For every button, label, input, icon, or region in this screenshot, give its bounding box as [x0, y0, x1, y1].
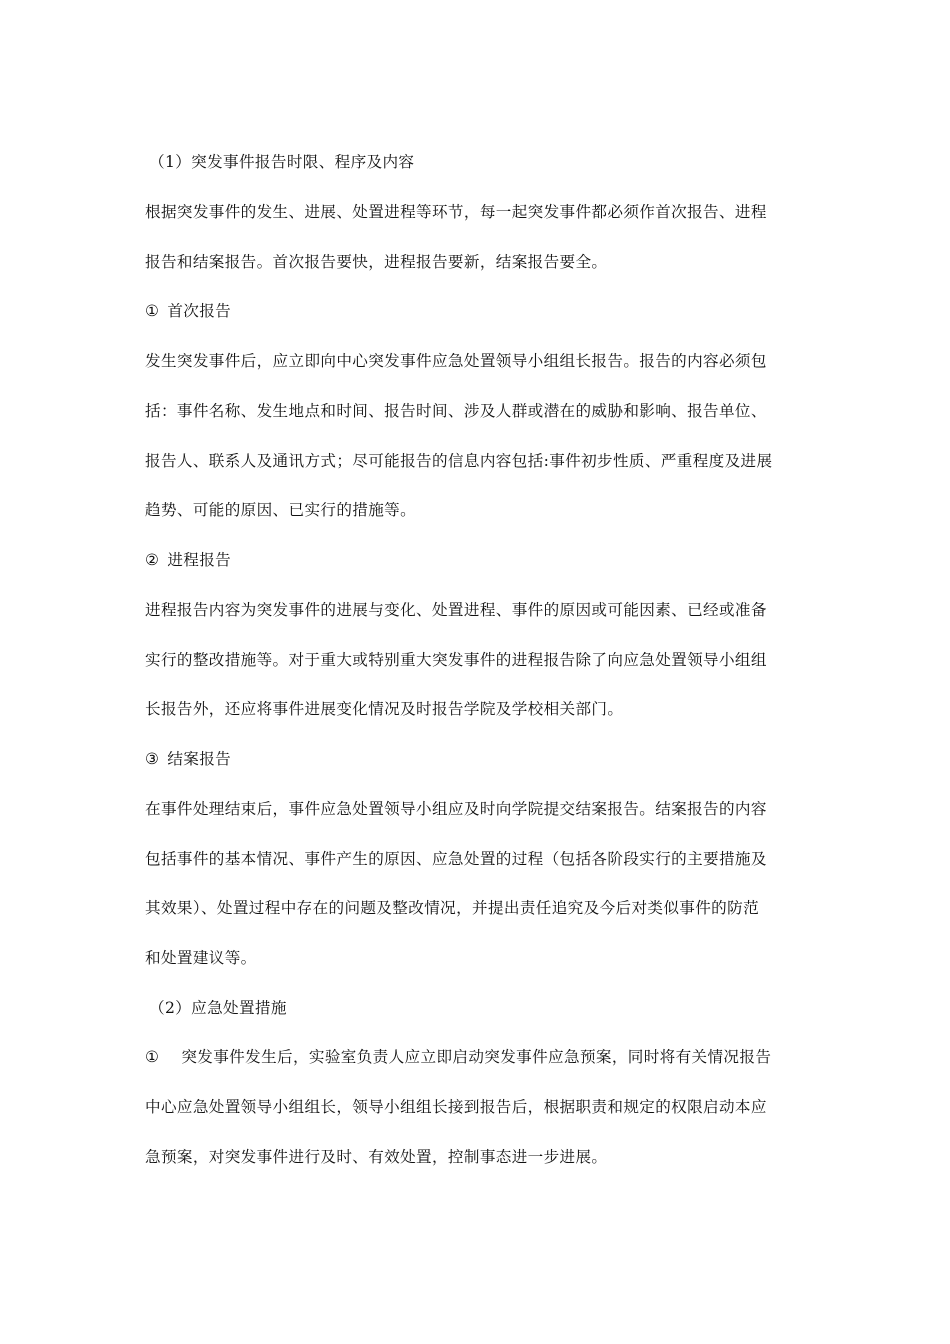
paragraph-line: 包括事件的基本情况、事件产生的原因、应急处置的过程（包括各阶段实行的主要措施及 [145, 850, 767, 868]
subheading-label: 首次报告 [167, 302, 232, 320]
subheading-closing-report [145, 749, 825, 769]
paragraph-line: 突发事件发生后，实验室负责人应立即启动突发事件应急预案，同时将有关情况报告 [181, 1048, 772, 1066]
paragraph-line: 括：事件名称、发生地点和时间、报告时间、涉及人群或潜在的威胁和影响、报告单位、 [145, 402, 767, 420]
circled-number-3: ③ [145, 750, 160, 768]
subheading-label: 进程报告 [167, 551, 232, 569]
subheading-first-report [145, 301, 825, 321]
paragraph-line: 发生突发事件后，应立即向中心突发事件应急处置领导小组组长报告。报告的内容必须包 [145, 352, 767, 370]
subheading-label: 结案报告 [167, 750, 232, 768]
paragraph-line: 在事件处理结束后，事件应急处置领导小组应及时向学院提交结案报告。结案报告的内容 [145, 800, 767, 818]
subheading-progress-report [145, 550, 825, 570]
paragraph-line: 报告人、联系人及通讯方式；尽可能报告的信息内容包括:事件初步性质、严重程度及进展 [145, 452, 773, 470]
section-heading-measures: （2）应急处置措施 [149, 999, 287, 1017]
paragraph-line: 进程报告内容为突发事件的进展与变化、处置进程、事件的原因或可能因素、已经或准备 [145, 601, 767, 619]
paragraph-line: 实行的整改措施等。对于重大或特别重大突发事件的进程报告除了向应急处置领导小组组 [145, 651, 767, 669]
paragraph-line: 长报告外，还应将事件进展变化情况及时报告学院及学校相关部门。 [145, 700, 624, 718]
paragraph-line: 根据突发事件的发生、进展、处置进程等环节，每一起突发事件都必须作首次报告、进程 [145, 203, 767, 221]
paragraph-line: 急预案，对突发事件进行及时、有效处置，控制事态进一步进展。 [145, 1148, 608, 1166]
circled-number-1: ① [145, 302, 160, 320]
circled-number-2: ② [145, 551, 160, 569]
circled-number-1: ① [145, 1048, 160, 1066]
measure-item-first [145, 1047, 825, 1067]
paragraph-line: 中心应急处置领导小组组长，领导小组组长接到报告后，根据职责和规定的权限启动本应 [145, 1098, 767, 1116]
paragraph-line: 其效果）、处置过程中存在的问题及整改情况，并提出责任追究及今后对类似事件的防范 [145, 899, 760, 917]
paragraph-line: 和处置建议等。 [145, 949, 257, 967]
paragraph-line: 趋势、可能的原因、已实行的措施等。 [145, 501, 417, 519]
section-heading-reporting: （1）突发事件报告时限、程序及内容 [149, 153, 415, 171]
paragraph-line: 报告和结案报告。首次报告要快，进程报告要新，结案报告要全。 [145, 253, 608, 271]
